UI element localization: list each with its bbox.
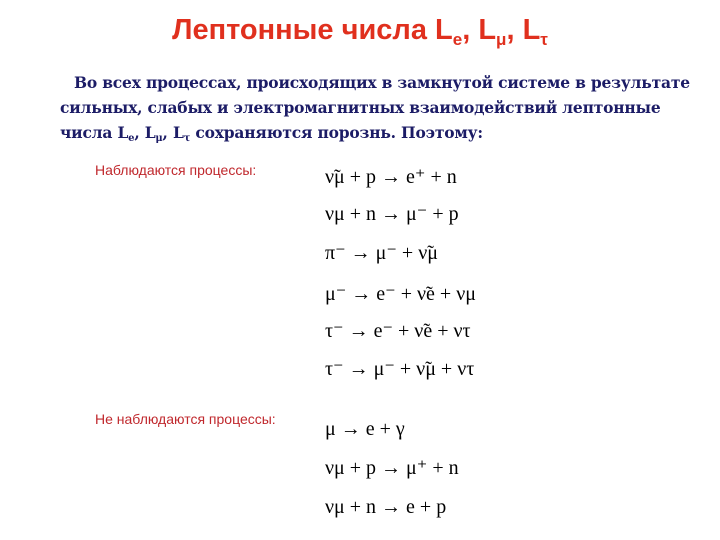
not-observed-formula-1: μ → e + γ <box>325 418 405 440</box>
observed-formula-6: τ⁻ → μ⁻ + ν̃μ + ντ <box>325 358 475 380</box>
observed-label: Наблюдаются процессы: <box>95 162 257 178</box>
observed-formula-4: μ⁻ → e⁻ + ν̃e + νμ <box>325 283 476 305</box>
intro-line-1: Во всех процессах, происходящих в замкнутой системе в результате <box>74 73 690 92</box>
intro-paragraph <box>60 70 690 151</box>
not-observed-label: Не наблюдаются процессы: <box>95 411 276 427</box>
observed-formula-3: π⁻ → μ⁻ + ν̃μ <box>325 242 438 264</box>
intro-line-2: сильных, слабых и электромагнитных взаимодействий лептонные <box>60 98 661 117</box>
intro-line-3: числа $L_e$, $L_\mu$, $L_\tau$ сохраняются порознь. Поэтому: <box>60 123 483 144</box>
page-title: Лептонные числа $L_e$, $L_\mu$, $L_\tau$ <box>172 14 548 49</box>
observed-formula-1: ν̃μ + p → e⁺ + n <box>325 166 457 188</box>
observed-formula-2: νμ + n → μ⁻ + p <box>325 203 459 225</box>
observed-formula-5: τ⁻ → e⁻ + ν̃e + ντ <box>325 320 471 342</box>
not-observed-formula-2: νμ + p → μ⁺ + n <box>325 457 459 479</box>
not-observed-formula-3: νμ + n → e + p <box>325 496 447 518</box>
